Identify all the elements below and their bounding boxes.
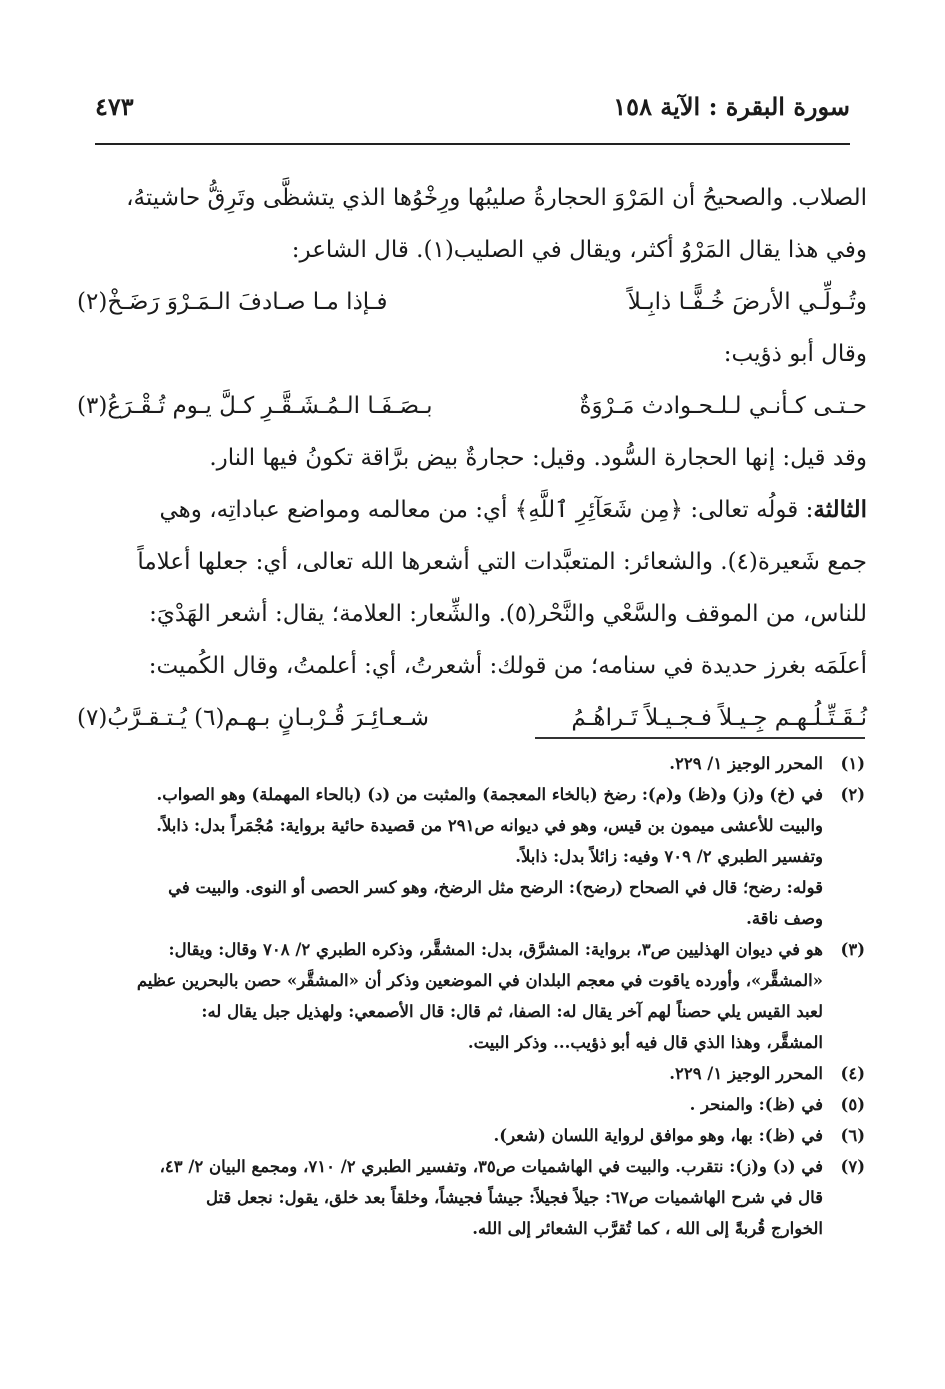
text-line: وقد قيل: إنها الحجارة السُّود. وقيل: حجارةٌ بيض برَّاقة تكونُ فيها النار. (209, 445, 867, 471)
footnote (85, 1058, 865, 1089)
footnote-text (85, 748, 823, 779)
section-text: : قولُه تعالى: ﴿مِن شَعَآئِرِ ٱللَّهِ﴾ أي: من معالمه ومواضع عباداتِه، وهي (159, 497, 814, 523)
verse-hemistich-second: فـإذا مـا صـادفَ الـمَـرْوَ رَضَـخْ(٢) (77, 289, 388, 315)
footnote-rule (535, 737, 865, 739)
footnote (85, 748, 865, 779)
footnote-number: (١) (840, 754, 865, 773)
footnote-line: المحرر الوجيز ١/ ٢٢٩. (669, 1064, 823, 1083)
verse-line (77, 276, 867, 328)
footnote (85, 1151, 865, 1244)
verse-hemistich-second: بـصَـفَـا الـمُـشَـقَّـرِ كـلَّ يـوم تُـقْـرَعُ(٣) (77, 393, 433, 419)
footnote (85, 779, 865, 934)
footnote-text (85, 934, 823, 1058)
footnote-line: في (د) و(ز): نتقرب. والبيت في الهاشميات ص٣٥، وتفسير الطبري ٢/ ٧١٠، ومجمع البيان ٢/ ٤٣، (159, 1157, 823, 1176)
page-header (95, 92, 850, 132)
footnote-line: المشقَّر، وهذا الذي قال فيه أبو ذؤيب... وذكر البيت. (467, 1033, 823, 1052)
footnote-text (85, 779, 823, 934)
footnote-line: لعبد القيس يلي حصناً لهم آخر يقال له: الصفا، ثم قال: قال الأصمعي: ولهذيل جبل يقال له: (201, 1002, 823, 1021)
footnote (85, 1089, 865, 1120)
footnote-number: (٤) (840, 1064, 865, 1083)
footnote-text (85, 1089, 823, 1120)
verse-hemistich-first: نُـقَـتِّـلُـهـم جِـيـلاً فـجـيـلاً تَـراهُـمُ (571, 705, 867, 731)
footnote-line: وصف ناقة. (746, 909, 823, 928)
footnote (85, 1120, 865, 1151)
footnote-line: المحرر الوجيز ١/ ٢٢٩. (669, 754, 823, 773)
footnote-text (85, 1120, 823, 1151)
footnote-number: (٣) (840, 940, 865, 959)
text-line: جمع شَعيرة(٤). والشعائر: المتعبَّدات التي أشعرها الله تعالى، أي: جعلها أعلاماً (137, 549, 867, 575)
footnote-line: قال في شرح الهاشميات ص٦٧: جيلاً فجيلاً: جيشاً فجيشاً، وخلقاً بعد خلق، يقول: نجعل قتل (205, 1188, 823, 1207)
footnote-line: في (خ) و(ز) و(ظ) و(م): رضخ (بالخاء المعجمة) والمثبت من (د) (بالحاء المهملة) وهو الصواب. (156, 785, 823, 804)
running-title: سورة البقرة : الآية ١٥٨ (613, 92, 850, 121)
text-line: وقال أبو ذؤيب: (723, 341, 867, 367)
text-line: الصلاب. والصحيحُ أن المَرْوَ الحجارةُ صليبُها ورِخْوُها الذي يتشظَّى وتَرِقُّ حاشيتهُ، (126, 185, 867, 211)
verse-line (77, 380, 867, 432)
footnote-number: (٧) (840, 1157, 865, 1176)
footnote-line: والبيت للأعشى ميمون بن قيس، وهو في ديوانه ص٢٩١ من قصيدة حائية برواية: مُجْمَراً بدل: ذابلاً. (156, 816, 823, 835)
verse-hemistich-second: شـعـائِـرَ قُـرْبـانٍ بـهـم(٦) يُـتـقـرَّبُ(٧) (77, 705, 430, 731)
text-line: وفي هذا يقال المَرْوُ أكثر، ويقال في الصليب(١). قال الشاعر: (291, 237, 867, 263)
text-line (77, 484, 867, 536)
footnote-line: هو في ديوان الهذليين ص٣، برواية: المشرَّق، بدل: المشقَّر، وذكره الطبري ٢/ ٧٠٨ وقال: ويقال: (168, 940, 823, 959)
footnote-text (85, 1058, 823, 1089)
footnote-text (85, 1151, 823, 1244)
footnote-line: قوله: رضح؛ قال في الصحاح (رضح): الرضح مثل الرضخ، وهو كسر الحصى أو النوى. والبيت في (168, 878, 823, 897)
footnotes (85, 748, 865, 1244)
verse-hemistich-first: حـتـى كـأنـي لـلـحـوادث مَـرْوَةٌ (579, 393, 867, 419)
section-label: الثالثة (813, 496, 867, 523)
footnote (85, 934, 865, 1058)
text-line: أعلَمَه بغرز حديدة في سنامه؛ من قولك: أشعرتُ، أي: أعلمتُ، وقال الكُميت: (148, 653, 867, 679)
text-line: للناس، من الموقف والسَّعْي والنَّحْر(٥). والشِّعار: العلامة؛ يقال: أشعر الهَدْيَ: (149, 601, 867, 627)
footnote-number: (٢) (840, 785, 865, 804)
footnote-number: (٥) (840, 1095, 865, 1114)
main-text (77, 172, 867, 744)
footnote-line: في (ظ): والمنحر . (689, 1095, 823, 1114)
footnote-line: الخوارج قُربةً إلى الله ، كما تُقرَّب الشعائر إلى الله. (472, 1219, 823, 1238)
footnote-number: (٦) (840, 1126, 865, 1145)
page-number: ٤٧٣ (95, 92, 134, 121)
footnote-line: في (ظ): بها، وهو موافق لرواية اللسان (شعر). (493, 1126, 823, 1145)
verse-hemistich-first: وتُـولِّـي الأرضَ خُـفًّـا ذابِـلاً (627, 289, 867, 315)
footnote-line: «المشقَّر»، وأورده ياقوت في معجم البلدان في الموضعين وذكر أن «المشقَّر» حصن بالبحرين عظيم (136, 971, 823, 990)
header-rule (95, 143, 850, 145)
footnote-line: وتفسير الطبري ٢/ ٧٠٩ وفيه: زائلاً بدل: ذابلاً. (515, 847, 823, 866)
